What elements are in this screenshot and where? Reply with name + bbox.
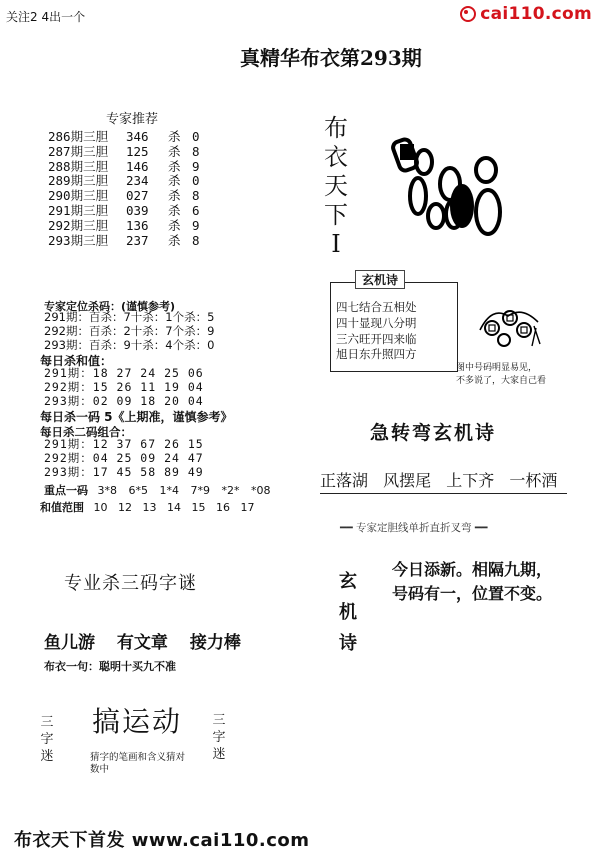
kill-value: 8 (192, 188, 200, 204)
kill-numbers: 234 (126, 173, 149, 189)
riddle-line (44, 628, 257, 653)
coin-note-line: 图中号码明显易见， (456, 363, 538, 373)
hidden-code-graphic (388, 126, 518, 238)
kill-label: 杀 (168, 129, 181, 144)
expert-row: 291期：百杀：7十杀：1个杀：5 (44, 310, 215, 324)
sum-range-value: 16 (216, 501, 230, 514)
sum-row: 292期：15 26 11 19 04 (44, 380, 204, 394)
buyi-char: 衣 (324, 143, 348, 171)
buyi-char: 下 (324, 201, 348, 229)
poem-lines (336, 300, 417, 363)
kill-row (48, 219, 200, 234)
kill-row (48, 145, 200, 160)
kill-numbers: 237 (126, 232, 149, 248)
poem-title: 玄机诗 (355, 270, 405, 289)
kill-period: 291期三胆 (48, 202, 109, 218)
riddle-big-text: 搞运动 (92, 705, 183, 738)
kill-period: 287期三胆 (48, 143, 109, 159)
prophecy-line: 今日添新。相隔九期， (392, 560, 553, 579)
kill-row (48, 234, 200, 249)
kill-value: 0 (192, 173, 200, 189)
focus-code-item: 1*4 (159, 484, 179, 497)
kill-section-heading: 专家推荐 (106, 112, 159, 127)
kill-period: 293期三胆 (48, 232, 109, 248)
poem-line: 三六旺开四来临 (336, 331, 417, 346)
kill-label: 杀 (168, 158, 181, 174)
kill-label: 杀 (168, 173, 181, 189)
kill-period: 288期三胆 (48, 158, 109, 174)
site-logo-icon (460, 6, 476, 22)
expert-dan-text: 专家定胆线单折直折叉弯 (356, 522, 472, 534)
focus-code-label: 重点一码 (44, 484, 88, 497)
sum-range-value: 13 (142, 501, 157, 514)
focus-code-item: *08 (251, 484, 271, 497)
kill-label: 杀 (168, 188, 181, 204)
kill-label: 杀 (168, 143, 181, 159)
rule-line-icon: ━━ (340, 522, 353, 534)
coin-note-line: 不多说了，大家自己看 (456, 376, 547, 386)
kill-row (48, 130, 200, 145)
page-title: 真精华布衣第293期 (240, 46, 422, 70)
buyi-char: I (331, 230, 341, 258)
riddle-poem-line (320, 468, 567, 494)
kill-period: 292期三胆 (48, 217, 109, 233)
expert-row: 293期：百杀：9十杀：4个杀：0 (44, 338, 215, 352)
kill-value: 0 (192, 129, 200, 144)
buyi-char: 布 (324, 114, 348, 142)
sum-kill-rows (44, 366, 204, 408)
kill-numbers: 346 (126, 129, 149, 144)
kill-numbers: 027 (126, 188, 149, 204)
kill-row (48, 189, 200, 204)
sum-kill-heading: 每日杀和值： (40, 354, 113, 368)
sum-range-value: 14 (167, 501, 181, 514)
kill-row (48, 174, 200, 189)
expert-position-rows (44, 310, 214, 352)
poem-line: 四七结合五相处 (336, 300, 417, 314)
coin-string-illustration (478, 300, 542, 354)
riddle-poem-title: 急转弯玄机诗 (370, 422, 497, 444)
focus-code-item: 7*9 (190, 484, 210, 497)
focus-code-row (44, 482, 279, 498)
riddle-poem-phrase: 风摆尾 (383, 471, 432, 490)
sum-range-value: 15 (191, 501, 206, 514)
xuan-char: 玄 (339, 571, 357, 592)
riddle-poem-phrase: 一杯酒 (509, 471, 558, 490)
sum-range-value: 12 (118, 501, 132, 514)
buyi-char: 天 (324, 172, 348, 200)
expert-row: 292期：百杀：2十杀：7个杀：9 (44, 324, 215, 338)
two-code-row: 293期：17 45 58 89 49 (44, 465, 204, 479)
expert-dan-note (340, 520, 488, 535)
two-code-heading: 每日杀二码组合： (40, 425, 132, 439)
sum-range-value: 10 (93, 501, 108, 514)
focus-code-item: 3*8 (97, 484, 117, 497)
sum-row: 291期：18 27 24 25 06 (44, 366, 204, 380)
footer-site-text: 布衣天下首发 www.cai110.com (14, 830, 310, 851)
poem-line: 旭日东升照四方 (336, 347, 417, 362)
one-code-heading: 每日杀一码 5《上期准，谨慎参考》 (40, 410, 233, 424)
three-char-riddle-label-left: 三字迷 (40, 715, 54, 764)
kill-numbers: 039 (126, 202, 149, 218)
kill-value: 9 (192, 217, 200, 233)
riddle-hint: 猜字的笔画和含义猜对数中 (90, 752, 186, 775)
xuan-char: 机 (339, 602, 357, 623)
kill-row (48, 160, 200, 175)
expert-position-heading: 专家定位杀码：(谨慎参考) (44, 300, 176, 313)
two-code-row: 291期：12 37 67 26 15 (44, 437, 204, 451)
sum-range-label: 和值范围 (40, 501, 84, 514)
xuan-vertical-title (336, 566, 360, 659)
riddle-phrase: 接力棒 (189, 633, 241, 653)
sum-row: 293期：02 09 18 20 04 (44, 394, 204, 408)
rule-line-icon: ━━ (474, 522, 488, 534)
kill-row (48, 204, 200, 219)
kill-label: 杀 (168, 217, 181, 233)
buyi-vertical-title (320, 114, 352, 259)
kill-value: 9 (192, 158, 200, 174)
two-code-row: 292期：04 25 09 24 47 (44, 451, 204, 465)
site-domain: cai110.com (480, 4, 592, 24)
prophecy-line: 号码有一，位置不变。 (392, 584, 553, 603)
riddle-phrase: 鱼儿游 (44, 633, 95, 653)
kill-value: 8 (192, 232, 200, 248)
riddle-poem-phrase: 正落湖 (320, 471, 369, 490)
poem-line: 四十显现八分明 (336, 315, 417, 330)
three-char-riddle-label-right: 三字迷 (212, 713, 226, 762)
kill-period: 290期三胆 (48, 188, 109, 204)
kill-numbers: 136 (126, 217, 149, 233)
kill-list (48, 130, 200, 248)
sum-range-row (40, 499, 262, 515)
riddle-note: 布衣一句：聪明十买九不准 (44, 660, 176, 673)
sum-range-value: 17 (240, 501, 255, 514)
site-logo[interactable] (460, 4, 592, 24)
kill-period: 286期三胆 (48, 129, 109, 144)
coin-note (456, 362, 546, 388)
prophecy-text (392, 558, 552, 606)
kill-label: 杀 (168, 232, 181, 248)
top-note: 关注2 4出一个 (6, 10, 86, 24)
focus-code-item: 6*5 (128, 484, 148, 497)
riddle-phrase: 有文章 (116, 633, 168, 653)
riddle-title: 专业杀三码字谜 (64, 573, 197, 594)
kill-period: 289期三胆 (48, 173, 109, 189)
riddle-poem-phrase: 上下齐 (446, 471, 495, 490)
kill-value: 6 (192, 202, 200, 218)
kill-label: 杀 (168, 202, 181, 218)
focus-code-item: *2* (221, 484, 240, 497)
kill-value: 8 (192, 143, 200, 159)
kill-numbers: 125 (126, 143, 149, 159)
two-code-rows (44, 437, 204, 479)
kill-numbers: 146 (126, 158, 149, 174)
xuan-char: 诗 (339, 633, 357, 654)
